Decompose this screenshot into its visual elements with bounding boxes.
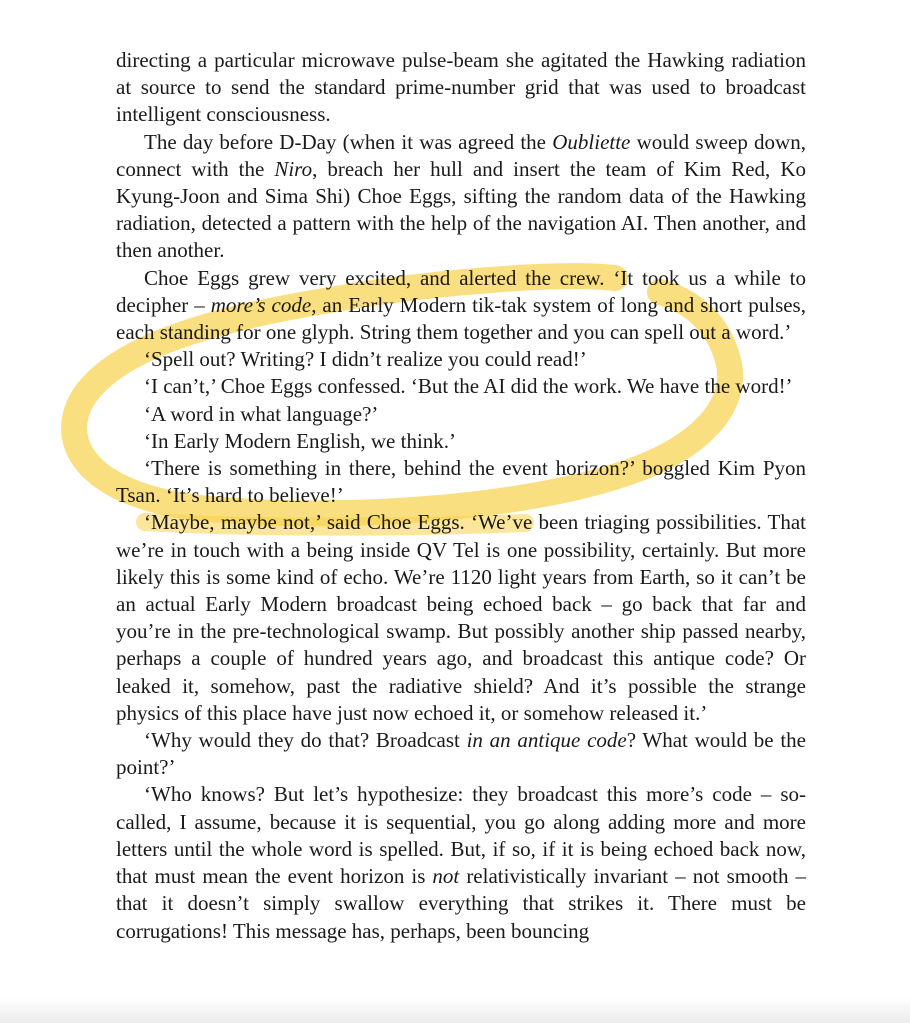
- text-run: ‘Why would they do that? Broadcast: [144, 728, 467, 753]
- text-run: relativistically invariant – not smooth – that it doesn’t simply swallow everything that strikes it. There must be corrugations! This message has, perhaps, been bouncing: [116, 864, 806, 943]
- text-run: ‘Maybe, maybe not,’ said Choe Eggs. ‘We’ve been triaging possibilities. That we’re in touch with a being inside QV Tel is one possibility, certainly. But more likely this is some kind of echo. We’re 1120 light years from Earth, so it can’t be an actual Early Modern broadcast being echoed back – go back that far and you’re in the pre-technological swamp. But possibly another ship passed nearby, perhaps a couple of hundred years ago, and broadcast this antique code? Or leaked it, somehow, past the radiative shield? And it’s possible the strange physics of this place have just now echoed it, or somehow released it.’: [116, 510, 806, 725]
- text-run: ‘Spell out? Writing? I didn’t realize you could read!’: [144, 347, 587, 372]
- text-run: , an Early Modern tik-tak system of long and short pulses, each standing for one glyph. String them together and you can spell out a word.’: [116, 292, 806, 345]
- paragraph: [116, 509, 806, 727]
- page-text: [116, 47, 806, 945]
- paragraph: [116, 47, 806, 129]
- paragraph: [116, 455, 806, 509]
- italic-run: not: [432, 864, 460, 889]
- text-run: would sweep down, connect with the: [116, 129, 806, 181]
- text-run: The day before D-Day (when it was agreed the: [144, 129, 553, 154]
- text-run: , breach her hull and insert the team of Kim Red, Ko Kyung-Joon and Sima Shi) Choe Eggs, sifting the random data of the Hawking radiation, detected a pattern with the help of the navigation AI. Then another, and then another.: [116, 156, 806, 263]
- paragraph: [116, 373, 806, 400]
- text-run: ‘Who knows? But let’s hypothesize: they broadcast this more’s code – so-called, I assume, because it is sequential, you go along adding more and more letters until the whole word is spelled. But, if so, if it is being echoed back now, that must mean the event horizon is: [116, 782, 806, 889]
- italic-run: Niro: [274, 156, 313, 181]
- italic-run: in an antique code: [466, 728, 627, 753]
- text-run: ‘There is something in there, behind the event horizon?’ boggled Kim Pyon Tsan. ‘It’s hard to believe!’: [116, 456, 806, 508]
- paragraph: [116, 129, 806, 265]
- paragraph: [116, 727, 806, 781]
- text-run: ‘A word in what language?’: [144, 401, 379, 426]
- paragraph: [116, 401, 806, 428]
- text-run: ‘I can’t,’ Choe Eggs confessed. ‘But the AI did the work. We have the word!’: [144, 374, 793, 399]
- paragraph: [116, 428, 806, 455]
- text-run: ‘In Early Modern English, we think.’: [144, 428, 457, 453]
- italic-run: more’s code: [210, 292, 312, 317]
- text-run: directing a particular microwave pulse-beam she agitated the Hawking radiation at source to send the standard prime-number grid that was used to broadcast intelligent consciousness.: [116, 48, 806, 127]
- text-run: Choe Eggs grew very excited, and alerted the crew. ‘It took us a while to decipher –: [116, 265, 806, 317]
- paragraph: [116, 781, 806, 944]
- page-bottom-shadow: [0, 997, 910, 1023]
- text-run: ? What would be the point?’: [116, 728, 806, 780]
- paragraph: [116, 265, 806, 347]
- italic-run: Oubliette: [552, 129, 631, 154]
- paragraph: [116, 346, 806, 373]
